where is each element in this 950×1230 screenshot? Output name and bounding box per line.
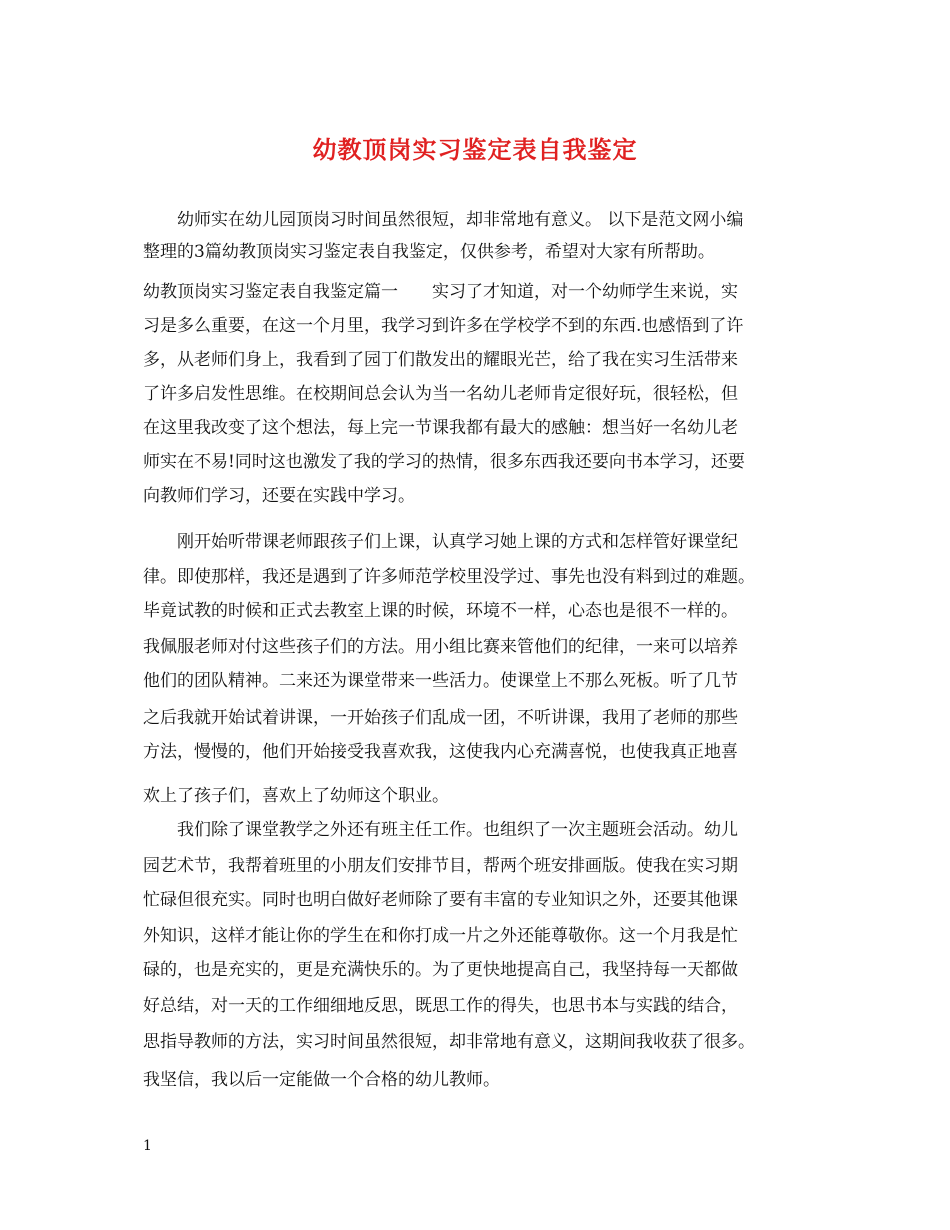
body-line: 律。即使那样，我还是遇到了许多师范学校里没学过、事先也没有料到过的难题。: [143, 567, 755, 587]
body-line: 之后我就开始试着讲课，一开始孩子们乱成一团，不听讲课，我用了老师的那些: [143, 708, 738, 728]
body-line: 园艺术节，我帮着班里的小朋友们安排节目，帮两个班安排画版。使我在实习期: [143, 856, 738, 876]
body-line: 毕竟试教的时候和正式去教室上课的时候，环境不一样，心态也是很不一样的。: [143, 601, 738, 621]
body-line: 多，从老师们身上，我看到了园丁们散发出的耀眼光芒，给了我在实习生活带来: [143, 350, 738, 370]
body-line: 外知识，这样才能让你的学生在和你打成一片之外还能尊敬你。这一个月我是忙: [143, 926, 738, 946]
body-line: 习是多么重要，在这一个月里，我学习到许多在学校学不到的东西.也感悟到了许: [143, 316, 744, 336]
body-line: 我佩服老师对付这些孩子们的方法。用小组比赛来管他们的纪律，一来可以培养: [143, 637, 738, 657]
body-line: 忙碌但很充实。同时也明白做好老师除了要有丰富的专业知识之外，还要其他课: [143, 890, 738, 910]
body-line: 方法，慢慢的，他们开始接受我喜欢我，这使我内心充满喜悦，也使我真正地喜: [143, 742, 738, 762]
page-number: 1: [143, 1138, 152, 1154]
body-line: 思指导教师的方法，实习时间虽然很短，却非常地有意义，这期间我收获了很多。: [143, 1032, 755, 1052]
body-line: 在这里我改变了这个想法，每上完一节课我都有最大的感触：想当好一名幼儿老: [143, 418, 738, 438]
body-line: 向教师们学习，还要在实践中学习。: [143, 486, 415, 506]
body-line: 了许多启发性思维。在校期间总会认为当一名幼儿老师肯定很好玩，很轻松，但: [143, 384, 738, 404]
body-line: 碌的，也是充实的，更是充满快乐的。为了更快地提高自己，我坚持每一天都做: [143, 960, 738, 980]
body-line: 师实在不易!同时这也激发了我的学习的热情，很多东西我还要向书本学习，还要: [143, 452, 745, 472]
body-line: 他们的团队精神。二来还为课堂带来一些活力。使课堂上不那么死板。听了几节: [143, 671, 738, 691]
body-line: 我们除了课堂教学之外还有班主任工作。也组织了一次主题班会活动。幼儿: [143, 820, 738, 840]
body-line: 整理的3篇幼教顶岗实习鉴定表自我鉴定，仅供参考，希望对大家有所帮助。: [143, 242, 715, 262]
document-title: 幼教顶岗实习鉴定表自我鉴定: [312, 135, 638, 164]
body-line: 幼师实在幼儿园顶岗习时间虽然很短，却非常地有意义。 以下是范文网小编: [143, 210, 744, 230]
body-line: 欢上了孩子们，喜欢上了幼师这个职业。: [143, 786, 449, 806]
body-line: 我坚信，我以后一定能做一个合格的幼儿教师。: [143, 1070, 500, 1090]
body-line: 刚开始听带课老师跟孩子们上课，认真学习她上课的方式和怎样管好课堂纪: [143, 532, 738, 552]
body-line: 好总结，对一天的工作细细地反思，既思工作的得失，也思书本与实践的结合，: [143, 996, 738, 1016]
body-line: 幼教顶岗实习鉴定表自我鉴定篇一 实习了才知道，对一个幼师学生来说，实: [143, 282, 738, 302]
